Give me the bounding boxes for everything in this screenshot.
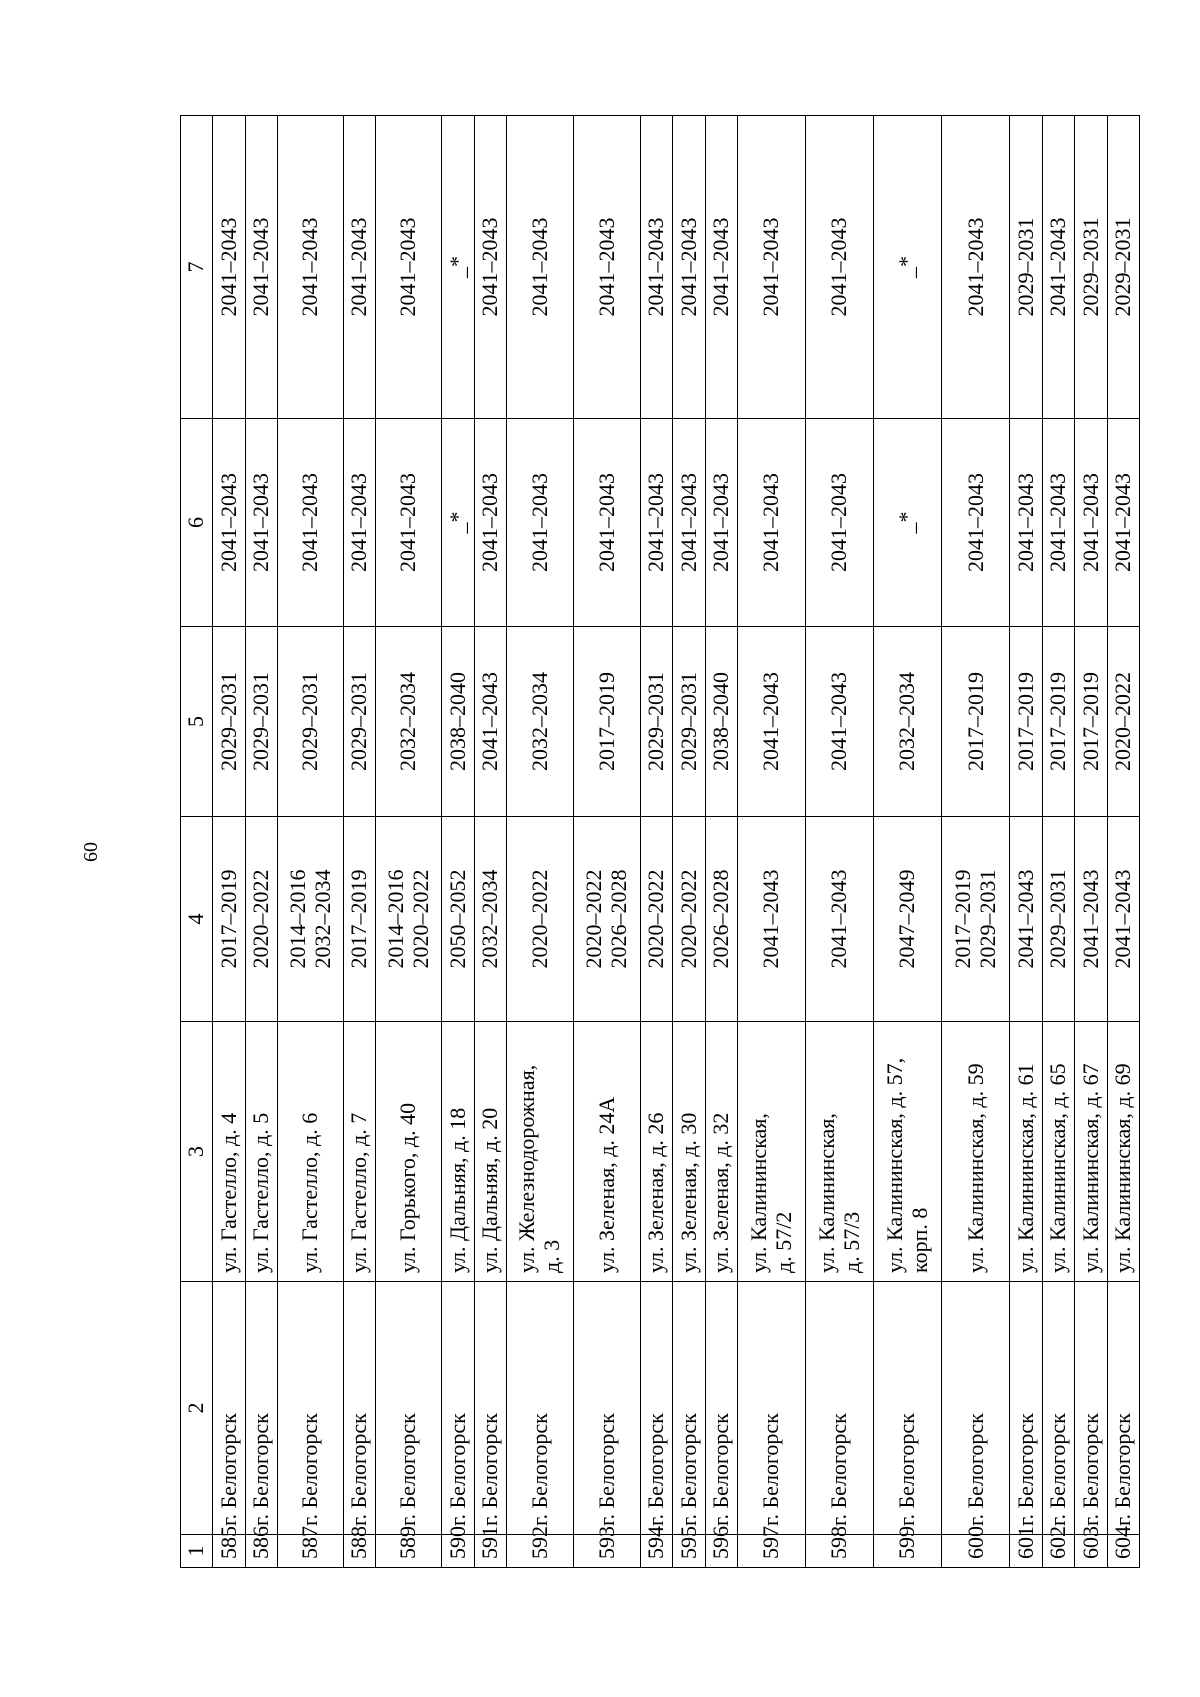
table-cell-col3: ул. Гастелло, д. 4 xyxy=(213,1022,245,1282)
table-cell-col6: 2041–2043 xyxy=(376,419,442,627)
table-cell-col1: 595 xyxy=(673,1535,705,1568)
table-cell-col7: 2041–2043 xyxy=(673,116,705,419)
table-cell-col2: г. Белогорск xyxy=(376,1282,442,1535)
table-cell-col2: г. Белогорск xyxy=(640,1282,672,1535)
table-cell-col5: 2038–2040 xyxy=(705,627,737,817)
table-row xyxy=(1042,116,1074,1568)
table-cell-col7: 2041–2043 xyxy=(806,116,874,419)
header-cell: 6 xyxy=(181,419,213,627)
table-cell-col4: 2050–2052 xyxy=(442,817,474,1022)
table-cell-col5: 2032–2034 xyxy=(376,627,442,817)
table-row xyxy=(806,116,874,1568)
table-header-row xyxy=(181,116,213,1568)
table-cell-col7: 2041–2043 xyxy=(213,116,245,419)
table-cell-col4: 2020–2022 xyxy=(673,817,705,1022)
table-cell-col2: г. Белогорск xyxy=(442,1282,474,1535)
table-cell-col5: 2017–2019 xyxy=(1075,627,1107,817)
table-cell-col6: 2041–2043 xyxy=(506,419,573,627)
table-cell-col3: ул. Калининская, д. 59 xyxy=(942,1022,1010,1282)
table-cell-col1: 586 xyxy=(245,1535,277,1568)
table-cell-col2: г. Белогорск xyxy=(874,1282,942,1535)
table-cell-col7: 2041–2043 xyxy=(376,116,442,419)
table-cell-col1: 585 xyxy=(213,1535,245,1568)
table-cell-col2: г. Белогорск xyxy=(1010,1282,1042,1535)
table-cell-col2: г. Белогорск xyxy=(705,1282,737,1535)
table-row xyxy=(442,116,474,1568)
table-cell-col6: 2041–2043 xyxy=(640,419,672,627)
table-cell-col3: ул. Калининская, д. 57, корп. 8 xyxy=(874,1022,942,1282)
table-cell-col4: 2017–2019 xyxy=(343,817,375,1022)
table-cell-col4: 2020–2022 2026–2028 xyxy=(573,817,640,1022)
table-row xyxy=(942,116,1010,1568)
table-row xyxy=(640,116,672,1568)
table-cell-col5: 2032–2034 xyxy=(874,627,942,817)
table-cell-col3: ул. Железнодорожная, д. 3 xyxy=(506,1022,573,1282)
table-container xyxy=(180,116,1140,1568)
table-row xyxy=(705,116,737,1568)
table-cell-col1: 594 xyxy=(640,1535,672,1568)
table-cell-col6: _* xyxy=(874,419,942,627)
table-cell-col3: ул. Калининская, д. 57/3 xyxy=(806,1022,874,1282)
rotated-table-frame xyxy=(180,116,1140,1568)
table-cell-col3: ул. Калининская, д. 61 xyxy=(1010,1022,1042,1282)
table-cell-col3: ул. Гастелло, д. 7 xyxy=(343,1022,375,1282)
table-cell-col2: г. Белогорск xyxy=(245,1282,277,1535)
table-cell-col4: 2041–2043 xyxy=(1010,817,1042,1022)
table-cell-col2: г. Белогорск xyxy=(1042,1282,1074,1535)
table-cell-col2: г. Белогорск xyxy=(343,1282,375,1535)
table-cell-col3: ул. Калининская, д. 65 xyxy=(1042,1022,1074,1282)
table-cell-col5: 2029–2031 xyxy=(245,627,277,817)
table-row xyxy=(1107,116,1139,1568)
table-cell-col2: г. Белогорск xyxy=(1107,1282,1139,1535)
header-cell: 7 xyxy=(181,116,213,419)
table-cell-col4: 2032–2034 xyxy=(474,817,506,1022)
table-cell-col1: 597 xyxy=(738,1535,806,1568)
table-cell-col7: 2041–2043 xyxy=(640,116,672,419)
table-cell-col5: 2029–2031 xyxy=(278,627,344,817)
table-cell-col1: 589 xyxy=(376,1535,442,1568)
header-cell: 3 xyxy=(181,1022,213,1282)
table-cell-col5: 2029–2031 xyxy=(640,627,672,817)
table-cell-col7: 2041–2043 xyxy=(506,116,573,419)
table-cell-col2: г. Белогорск xyxy=(806,1282,874,1535)
table-cell-col1: 592 xyxy=(506,1535,573,1568)
table-cell-col3: ул. Калининская, д. 69 xyxy=(1107,1022,1139,1282)
table-cell-col2: г. Белогорск xyxy=(738,1282,806,1535)
table-cell-col7: 2029–2031 xyxy=(1010,116,1042,419)
table-cell-col6: 2041–2043 xyxy=(245,419,277,627)
table-row xyxy=(213,116,245,1568)
table-cell-col4: 2017–2019 xyxy=(213,817,245,1022)
header-cell: 4 xyxy=(181,817,213,1022)
table-cell-col3: ул. Дальняя, д. 20 xyxy=(474,1022,506,1282)
table-cell-col4: 2041–2043 xyxy=(1075,817,1107,1022)
table-cell-col6: 2041–2043 xyxy=(738,419,806,627)
table-row xyxy=(278,116,344,1568)
table-cell-col2: г. Белогорск xyxy=(506,1282,573,1535)
table-cell-col2: г. Белогорск xyxy=(573,1282,640,1535)
table-cell-col7: 2041–2043 xyxy=(573,116,640,419)
table-cell-col1: 588 xyxy=(343,1535,375,1568)
table-cell-col7: _* xyxy=(874,116,942,419)
table-cell-col1: 599 xyxy=(874,1535,942,1568)
table-row xyxy=(245,116,277,1568)
table-cell-col7: 2041–2043 xyxy=(1042,116,1074,419)
table-row xyxy=(874,116,942,1568)
table-cell-col4: 2047–2049 xyxy=(874,817,942,1022)
page-number: 60 xyxy=(80,842,102,862)
table-cell-col5: 2029–2031 xyxy=(673,627,705,817)
table-cell-col1: 590 xyxy=(442,1535,474,1568)
table-cell-col3: ул. Зеленая, д. 30 xyxy=(673,1022,705,1282)
table-cell-col7: _* xyxy=(442,116,474,419)
table-cell-col6: 2041–2043 xyxy=(573,419,640,627)
table-cell-col1: 600 xyxy=(942,1535,1010,1568)
table-row xyxy=(673,116,705,1568)
table-cell-col3: ул. Калининская, д. 57/2 xyxy=(738,1022,806,1282)
table-cell-col1: 601 xyxy=(1010,1535,1042,1568)
table-row xyxy=(573,116,640,1568)
table-cell-col4: 2014–2016 2032–2034 xyxy=(278,817,344,1022)
table-cell-col5: 2029–2031 xyxy=(213,627,245,817)
table-cell-col6: 2041–2043 xyxy=(1075,419,1107,627)
table-cell-col1: 604 xyxy=(1107,1535,1139,1568)
table-cell-col5: 2041–2043 xyxy=(474,627,506,817)
table-row xyxy=(506,116,573,1568)
table-cell-col1: 603 xyxy=(1075,1535,1107,1568)
table-cell-col6: 2041–2043 xyxy=(673,419,705,627)
table-cell-col5: 2017–2019 xyxy=(573,627,640,817)
table-cell-col5: 2020–2022 xyxy=(1107,627,1139,817)
table-cell-col7: 2041–2043 xyxy=(738,116,806,419)
table-cell-col6: 2041–2043 xyxy=(1042,419,1074,627)
table-cell-col3: ул. Зеленая, д. 24А xyxy=(573,1022,640,1282)
table-cell-col6: 2041–2043 xyxy=(213,419,245,627)
table-cell-col1: 591 xyxy=(474,1535,506,1568)
table-cell-col1: 596 xyxy=(705,1535,737,1568)
table-cell-col6: 2041–2043 xyxy=(806,419,874,627)
table-cell-col6: 2041–2043 xyxy=(942,419,1010,627)
table-cell-col4: 2041–2043 xyxy=(738,817,806,1022)
table-cell-col7: 2041–2043 xyxy=(942,116,1010,419)
table-row xyxy=(376,116,442,1568)
table-cell-col6: 2041–2043 xyxy=(343,419,375,627)
table-row xyxy=(343,116,375,1568)
table-cell-col1: 598 xyxy=(806,1535,874,1568)
table-cell-col3: ул. Зеленая, д. 32 xyxy=(705,1022,737,1282)
table-cell-col2: г. Белогорск xyxy=(673,1282,705,1535)
table-cell-col7: 2029–2031 xyxy=(1075,116,1107,419)
table-cell-col4: 2041–2043 xyxy=(806,817,874,1022)
header-cell: 2 xyxy=(181,1282,213,1535)
table-cell-col2: г. Белогорск xyxy=(474,1282,506,1535)
table-cell-col3: ул. Гастелло, д. 6 xyxy=(278,1022,344,1282)
table-cell-col6: 2041–2043 xyxy=(278,419,344,627)
table-body xyxy=(181,116,1140,1568)
table-cell-col4: 2020–2022 xyxy=(640,817,672,1022)
table-cell-col3: ул. Дальняя, д. 18 xyxy=(442,1022,474,1282)
table-cell-col4: 2014–2016 2020–2022 xyxy=(376,817,442,1022)
table-cell-col2: г. Белогорск xyxy=(213,1282,245,1535)
table-cell-col3: ул. Калининская, д. 67 xyxy=(1075,1022,1107,1282)
table-cell-col3: ул. Горького, д. 40 xyxy=(376,1022,442,1282)
table-cell-col4: 2020–2022 xyxy=(245,817,277,1022)
table-row xyxy=(738,116,806,1568)
table-cell-col2: г. Белогорск xyxy=(942,1282,1010,1535)
header-cell: 1 xyxy=(181,1535,213,1568)
table-cell-col7: 2041–2043 xyxy=(343,116,375,419)
table-row xyxy=(1075,116,1107,1568)
table-cell-col3: ул. Гастелло, д. 5 xyxy=(245,1022,277,1282)
table-cell-col4: 2020–2022 xyxy=(506,817,573,1022)
table-cell-col6: 2041–2043 xyxy=(1107,419,1139,627)
table-cell-col7: 2041–2043 xyxy=(474,116,506,419)
table-cell-col1: 593 xyxy=(573,1535,640,1568)
schedule-table xyxy=(180,115,1140,1568)
table-cell-col4: 2017–2019 2029–2031 xyxy=(942,817,1010,1022)
table-cell-col4: 2041–2043 xyxy=(1107,817,1139,1022)
table-row xyxy=(474,116,506,1568)
table-cell-col1: 587 xyxy=(278,1535,344,1568)
table-cell-col7: 2041–2043 xyxy=(705,116,737,419)
table-cell-col6: 2041–2043 xyxy=(474,419,506,627)
table-cell-col7: 2029–2031 xyxy=(1107,116,1139,419)
table-cell-col2: г. Белогорск xyxy=(1075,1282,1107,1535)
table-cell-col7: 2041–2043 xyxy=(278,116,344,419)
table-cell-col5: 2017–2019 xyxy=(1010,627,1042,817)
table-cell-col5: 2017–2019 xyxy=(942,627,1010,817)
table-cell-col5: 2029–2031 xyxy=(343,627,375,817)
table-cell-col2: г. Белогорск xyxy=(278,1282,344,1535)
table-cell-col5: 2017–2019 xyxy=(1042,627,1074,817)
table-cell-col6: 2041–2043 xyxy=(1010,419,1042,627)
table-cell-col7: 2041–2043 xyxy=(245,116,277,419)
table-cell-col5: 2041–2043 xyxy=(806,627,874,817)
table-cell-col6: _* xyxy=(442,419,474,627)
table-cell-col5: 2032–2034 xyxy=(506,627,573,817)
table-cell-col4: 2029–2031 xyxy=(1042,817,1074,1022)
header-cell: 5 xyxy=(181,627,213,817)
table-cell-col3: ул. Зеленая, д. 26 xyxy=(640,1022,672,1282)
table-cell-col4: 2026–2028 xyxy=(705,817,737,1022)
table-cell-col6: 2041–2043 xyxy=(705,419,737,627)
table-cell-col5: 2041–2043 xyxy=(738,627,806,817)
table-cell-col5: 2038–2040 xyxy=(442,627,474,817)
table-row xyxy=(1010,116,1042,1568)
table-cell-col1: 602 xyxy=(1042,1535,1074,1568)
